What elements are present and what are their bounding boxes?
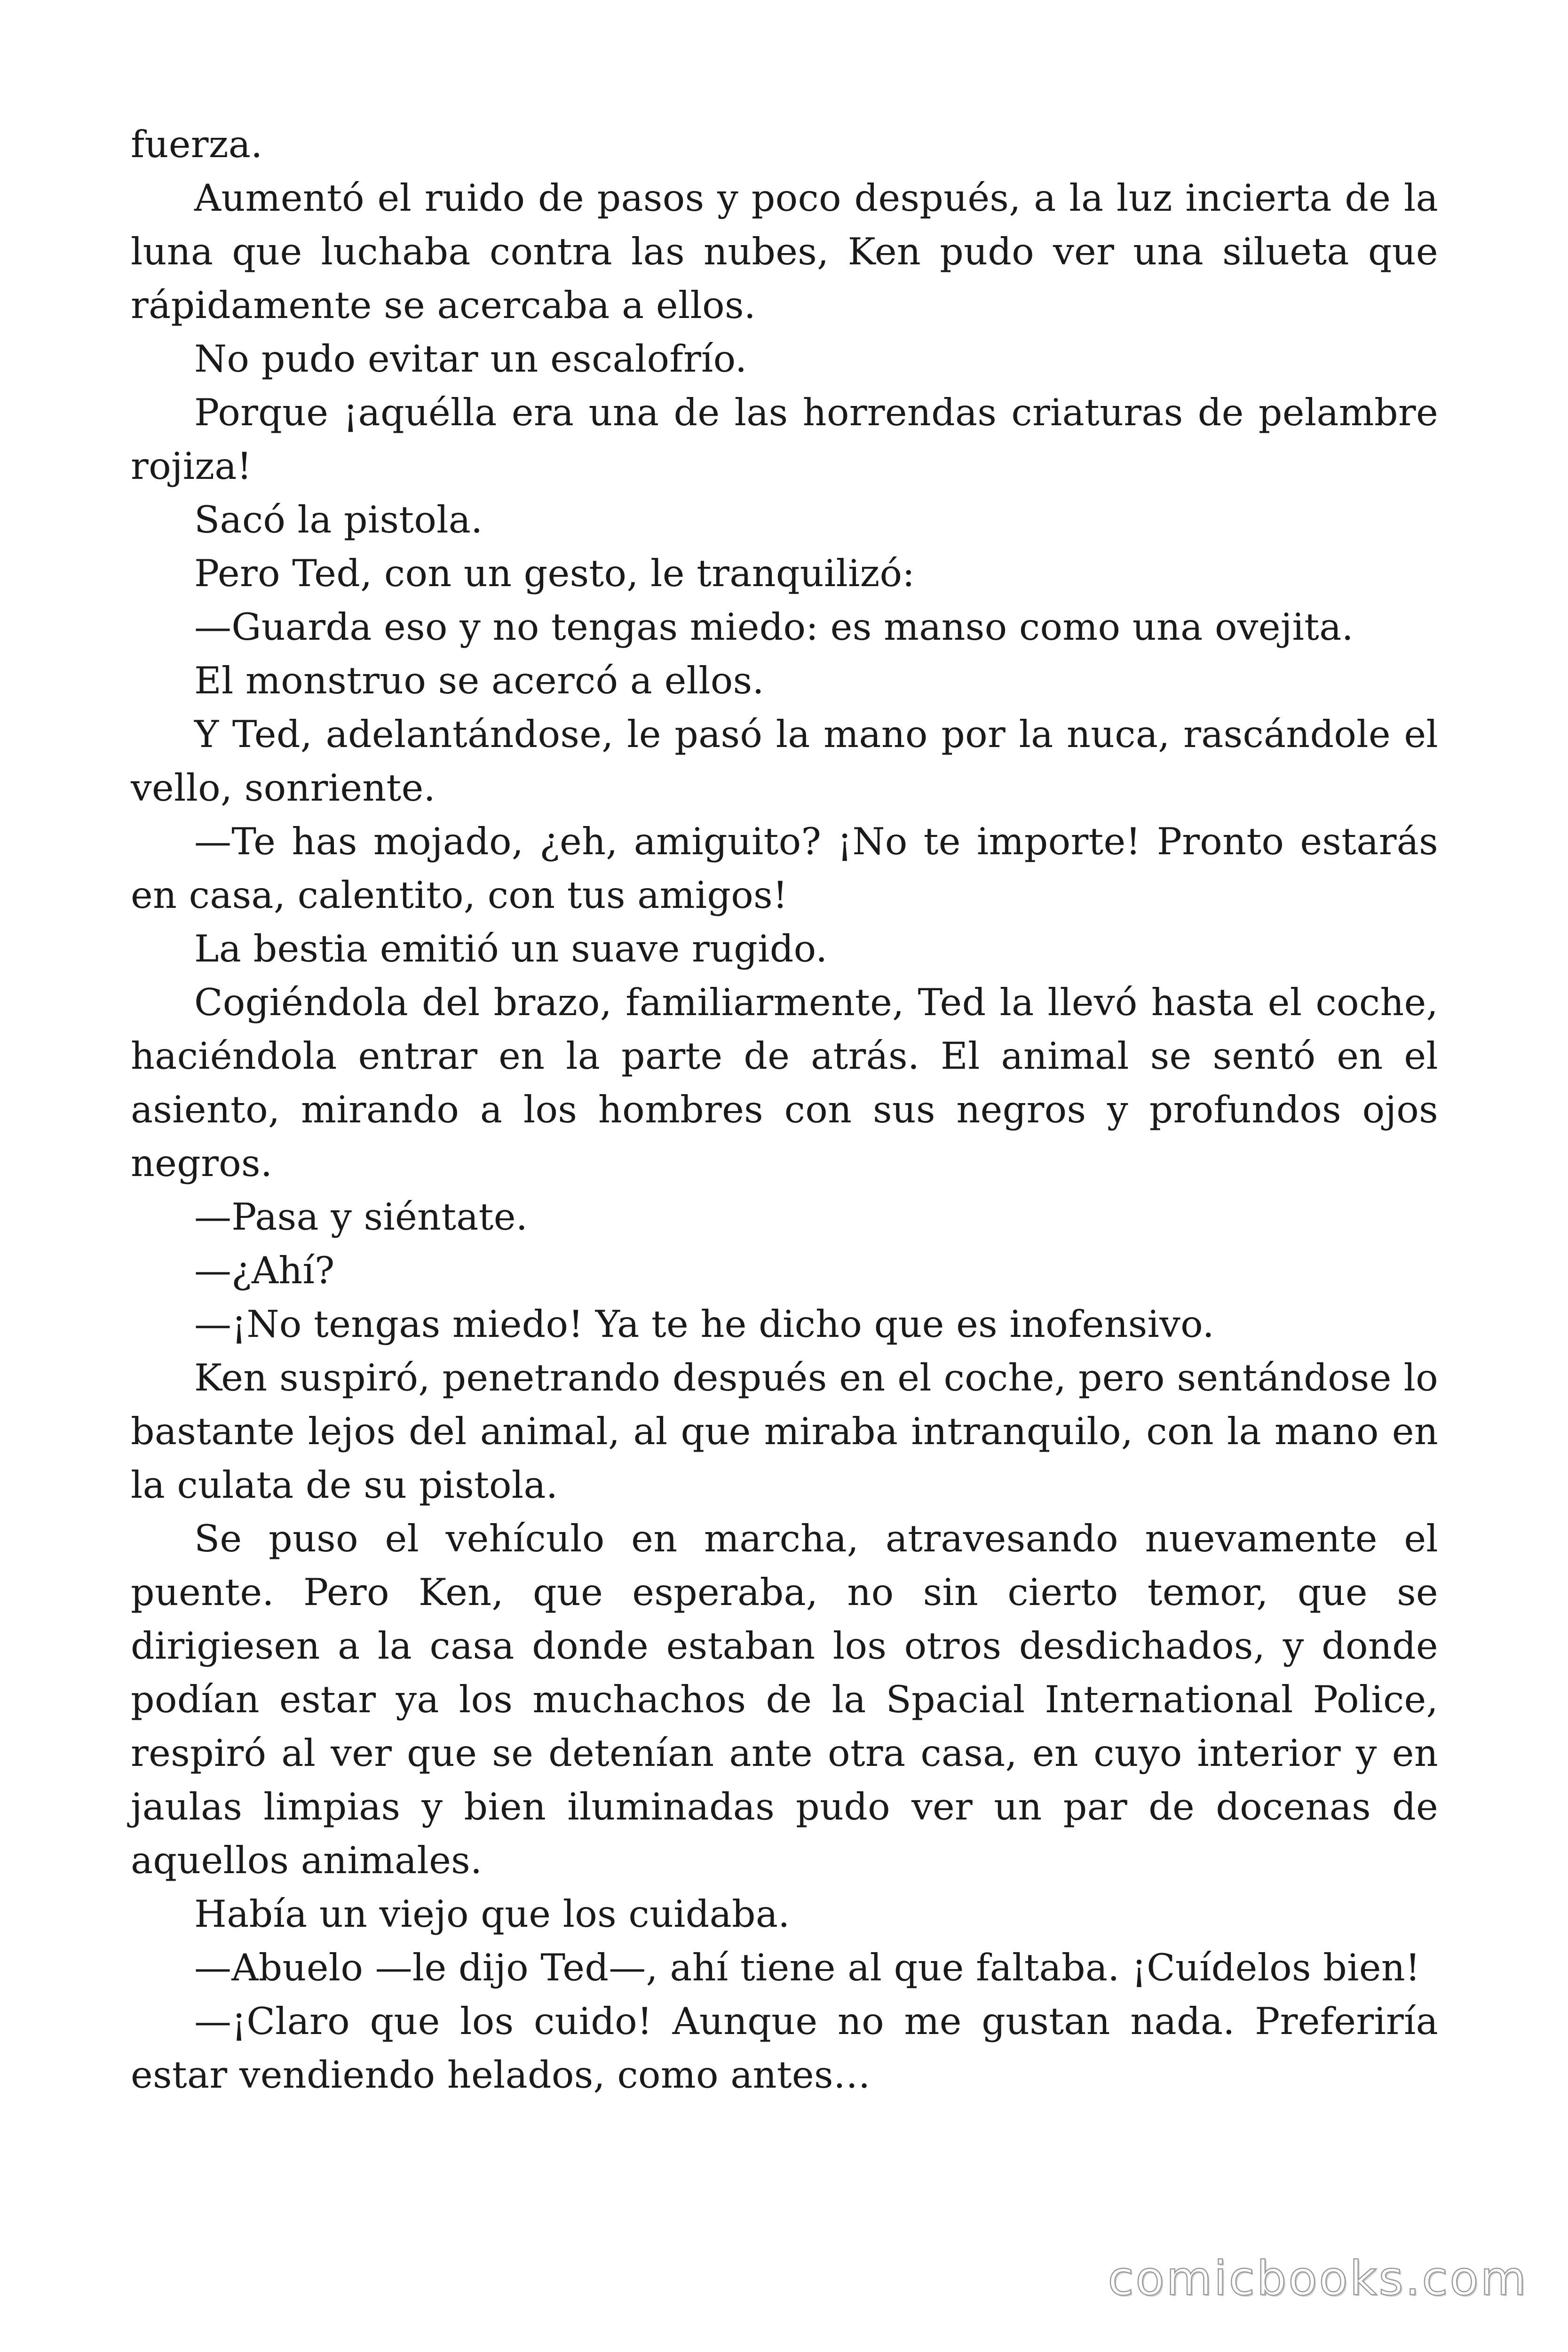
- paragraph-19: —Abuelo —le dijo Ted—, ahí tiene al que faltaba. ¡Cuídelos bien!: [194, 1946, 1420, 1989]
- paragraph-9: Y Ted, adelantándose, le pasó la mano por la nuca, rascándole el vello, sonriente.: [131, 713, 1438, 810]
- paragraph-11: La bestia emitió un suave rugido.: [194, 927, 828, 970]
- paragraph-18: Había un viejo que los cuidaba.: [194, 1892, 790, 1936]
- paragraph-7: —Guarda eso y no tengas miedo: es manso como una ovejita.: [194, 605, 1354, 649]
- paragraph-17: Se puso el vehículo en marcha, atravesando nuevamente el puente. Pero Ken, que esperaba, no sin cierto temor, que se dirigiesen a la casa donde estaban los otros desdichados, y donde podían estar ya los muchachos de la Spacial International Police, respiró al ver que se detenían ante otra casa, en cuyo interior y en jaulas limpias y bien iluminadas pudo ver un par de docenas de aquellos animales.: [131, 1517, 1438, 1882]
- paragraph-2: Aumentó el ruido de pasos y poco después, a la luz incierta de la luna que luchaba contra las nubes, Ken pudo ver una silueta que rápidamente se acercaba a ellos.: [131, 176, 1438, 327]
- paragraph-3: No pudo evitar un escalofrío.: [194, 337, 747, 381]
- paragraph-20: —¡Claro que los cuido! Aunque no me gustan nada. Preferiría estar vendiendo helados, como antes…: [131, 2000, 1438, 2097]
- paragraph-6: Pero Ted, con un gesto, le tranquilizó:: [194, 552, 915, 595]
- paragraph-1: fuerza.: [131, 123, 263, 166]
- paragraph-16: Ken suspiró, penetrando después en el coche, pero sentándose lo bastante lejos del animal, al que miraba intranquilo, con la mano en la culata de su pistola.: [131, 1356, 1438, 1507]
- paragraph-8: El monstruo se acercó a ellos.: [194, 659, 764, 702]
- paragraph-14: —¿Ahí?: [194, 1249, 335, 1292]
- page-text: [131, 118, 1438, 2102]
- paragraph-4: Porque ¡aquélla era una de las horrendas criaturas de pelambre rojiza!: [131, 391, 1438, 488]
- watermark: comicbooks.com: [1108, 2251, 1528, 2306]
- paragraph-12: Cogiéndola del brazo, familiarmente, Ted la llevó hasta el coche, haciéndola entrar en la parte de atrás. El animal se sentó en el asiento, mirando a los hombres con sus negros y profundos ojos negros.: [131, 981, 1438, 1185]
- paragraph-5: Sacó la pistola.: [194, 498, 483, 541]
- paragraph-13: —Pasa y siéntate.: [194, 1195, 528, 1239]
- paragraph-10: —Te has mojado, ¿eh, amiguito? ¡No te importe! Pronto estarás en casa, calentito, con tus amigos!: [131, 820, 1438, 917]
- paragraph-15: —¡No tengas miedo! Ya te he dicho que es inofensivo.: [194, 1303, 1215, 1346]
